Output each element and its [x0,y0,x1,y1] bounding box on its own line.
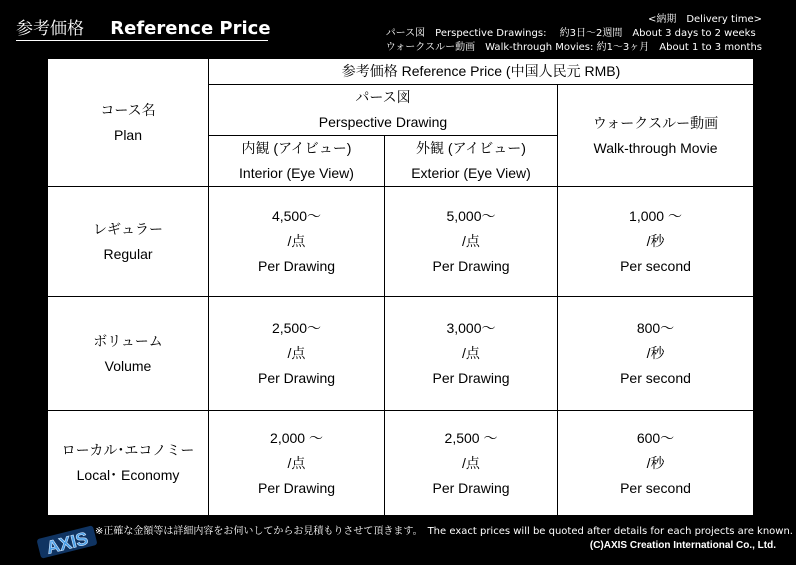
price-value: 800～ [636,320,675,336]
exterior-header [385,136,558,187]
walkthrough-header [558,85,754,187]
plan-name-cell [48,411,209,516]
price-value: 1,000 ～ [629,208,682,224]
plan-header [48,59,209,187]
plan-name-en: Regular [103,245,153,262]
plan-name-cell [48,297,209,411]
plan-header-jp: コース名 [100,101,156,118]
perspective-header-en: Perspective Drawing [318,114,448,130]
page-title-en: Reference Price [110,18,271,39]
page-title [16,18,271,41]
price-unit-en: Per Drawing [432,370,510,386]
axis-logo-text: AXIS [44,528,91,558]
price-unit-en: Per second [620,479,691,496]
price-value: 2,500 ～ [444,429,498,446]
exterior-header-jp: 外観 (アイビュー) [416,140,526,156]
exterior-price-cell [385,187,558,297]
table-row [48,411,754,516]
price-unit-jp: /点 [287,454,306,471]
price-unit-en: Per Drawing [432,479,510,496]
delivery-time-block [386,13,762,55]
perspective-header-jp: パース図 [355,89,411,105]
price-unit-en: Per Drawing [257,479,336,496]
walkthrough-header-jp: ウォークスルー動画 [592,114,719,131]
movie-price-cell [558,187,754,297]
perspective-header [209,85,558,136]
copyright: (C)AXIS Creation International Co., Ltd. [589,540,776,551]
table-row [48,297,754,411]
exterior-header-en: Exterior (Eye View) [411,165,531,181]
price-unit-en: Per second [620,258,691,274]
interior-header-jp: 内観 (アイビュー) [241,140,352,156]
table-row [48,187,754,297]
exterior-price-cell [385,297,558,411]
plan-name-cell [48,187,209,297]
interior-price-cell [209,297,385,411]
delivery-label: <納期 Delivery time> [647,14,762,25]
interior-header-en: Interior (Eye View) [239,165,354,181]
interior-header [209,136,385,187]
exterior-price-cell [385,411,558,516]
axis-logo [34,520,100,560]
plan-name-jp: ローカル･エコノミー [61,442,195,458]
page-title-jp: 参考価格 [16,19,84,39]
reference-price-table [47,58,754,516]
price-unit-jp: /点 [462,454,480,471]
price-unit-en: Per Drawing [257,258,336,274]
footer-note: ※正確な金額等は詳細内容をお伺いしてからお見積もりさせて頂きます。 The exact prices will be quoted after details for each projects are known. [95,526,793,537]
price-value: 3,000～ [446,320,496,336]
plan-name-jp: レギュラー [93,220,163,237]
price-value: 600～ [636,429,675,446]
interior-price-cell [209,411,385,516]
price-unit-jp: /点 [462,233,480,249]
plan-name-en: Volume [104,357,152,374]
price-unit-jp: /点 [287,233,306,249]
price-unit-jp: /点 [287,345,306,361]
price-value: 2,500～ [271,320,322,336]
price-value: 2,000 ～ [270,429,323,446]
price-unit-jp: /秒 [646,345,665,361]
interior-price-cell [209,187,385,297]
price-unit-en: Per Drawing [432,258,510,274]
delivery-walkthrough: ウォークスルー動画 Walk-through Movies: 約1～3ヶ月 About 1 to 3 months [385,42,762,53]
reference-price-header: 参考価格 Reference Price (中国人民元 RMB) [209,59,754,85]
movie-price-cell [558,411,754,516]
price-unit-jp: /点 [462,345,480,361]
walkthrough-header-en: Walk-through Movie [593,139,718,156]
movie-price-cell [558,297,754,411]
price-value: 4,500～ [271,208,322,224]
delivery-perspective: パース図 Perspective Drawings: 約3日～2週間 About 3 days to 2 weeks [385,28,756,39]
price-unit-en: Per second [620,370,691,386]
price-unit-jp: /秒 [646,454,665,471]
plan-header-en: Plan [113,126,143,143]
plan-name-jp: ボリューム [93,332,163,349]
plan-name-en: Local･ Economy [76,467,180,483]
price-unit-en: Per Drawing [257,370,336,386]
price-unit-jp: /秒 [646,233,665,249]
price-value: 5,000～ [446,208,496,224]
